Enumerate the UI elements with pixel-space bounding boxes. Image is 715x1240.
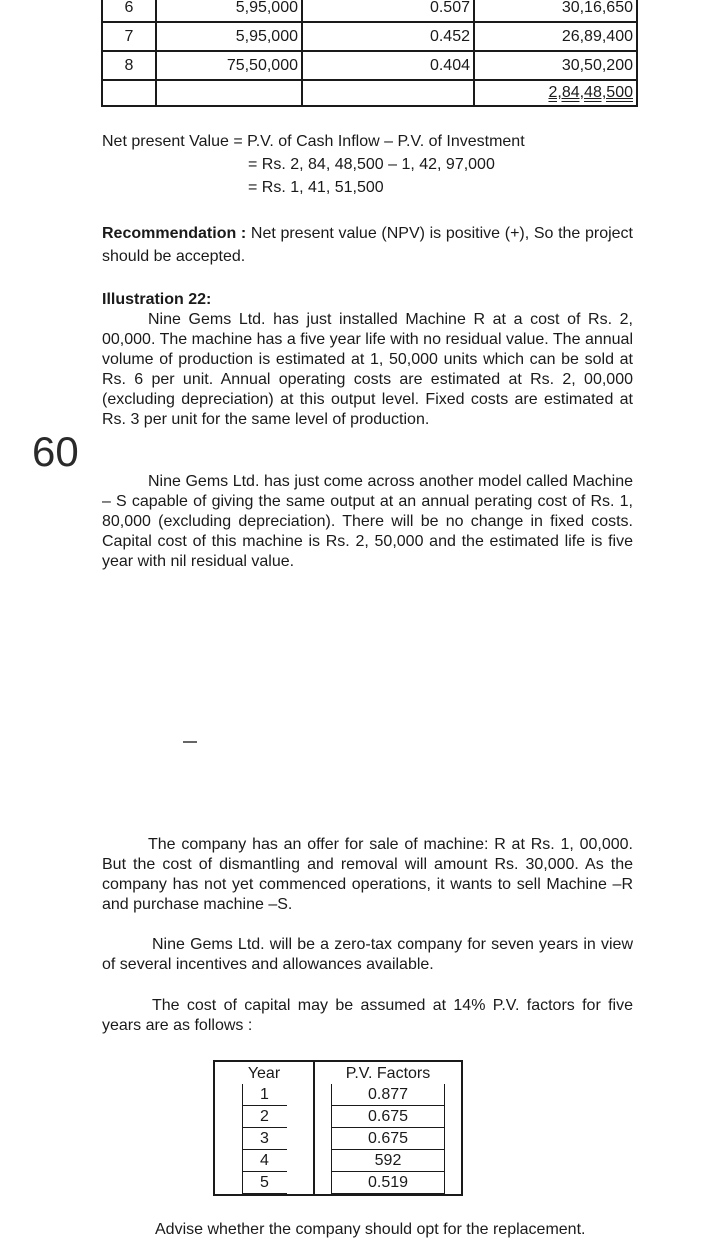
npv-line-2: = Rs. 2, 84, 48,500 – 1, 42, 97,000 bbox=[248, 156, 495, 173]
cash-flow-cell: 5,95,000 bbox=[156, 0, 302, 22]
table-row bbox=[102, 51, 637, 80]
pv-factor-cell: 0.404 bbox=[302, 51, 474, 80]
pv-factor-cell: 0.675 bbox=[331, 1128, 445, 1150]
year-cell: 4 bbox=[242, 1150, 287, 1172]
pv-factor-cell: 0.675 bbox=[331, 1106, 445, 1128]
illustration-heading: Illustration 22: bbox=[102, 291, 212, 308]
total-value: 2,84,48,500 bbox=[548, 84, 633, 101]
year-cell: 2 bbox=[242, 1106, 287, 1128]
year-cell: 5 bbox=[242, 1172, 287, 1194]
cash-flow-cell: 5,95,000 bbox=[156, 22, 302, 51]
npv-table bbox=[101, 0, 638, 107]
illustration-paragraph-5: The cost of capital may be assumed at 14% P.V. factors for five years are as follows : bbox=[102, 997, 633, 1034]
illustration-paragraph-4: Nine Gems Ltd. will be a zero-tax company for seven years in view of several incentives and allowances available. bbox=[102, 936, 633, 973]
table-row bbox=[214, 1084, 462, 1106]
recommendation-label: Recommendation : bbox=[102, 225, 247, 242]
year-cell: 1 bbox=[242, 1084, 287, 1106]
pv-factor-cell: 0.519 bbox=[331, 1172, 445, 1194]
page-number: 60 bbox=[32, 428, 79, 475]
stray-mark bbox=[183, 741, 197, 743]
table-row bbox=[102, 0, 637, 22]
year-cell: 6 bbox=[102, 0, 156, 22]
pv-cell: 26,89,400 bbox=[474, 22, 637, 51]
recommendation bbox=[102, 222, 633, 268]
npv-line-1: Net present Value = P.V. of Cash Inflow – P.V. of Investment bbox=[102, 133, 525, 150]
pv-factor-cell: 592 bbox=[331, 1150, 445, 1172]
npv-calculation bbox=[102, 130, 525, 199]
illustration-paragraph-3: The company has an offer for sale of machine: R at Rs. 1, 00,000. But the cost of dismantling and removal will amount Rs. 30,000. As the company has not yet commenced operations, it wants to sell Machine –R and purchase machine –S. bbox=[102, 836, 633, 913]
year-cell: 8 bbox=[102, 51, 156, 80]
year-header: Year bbox=[214, 1061, 314, 1084]
illustration-paragraph-2: Nine Gems Ltd. has just come across another model called Machine – S capable of giving the same output at an annual perating cost of Rs. 1, 80,000 (excluding depreciation). There will be no change in fixed costs. Capital cost of this machine is Rs. 2, 50,000 and the estimated life is five year with nil residual value. bbox=[102, 473, 633, 570]
pv-factor-cell: 0.507 bbox=[302, 0, 474, 22]
pv-cell: 30,16,650 bbox=[474, 0, 637, 22]
illustration-paragraph-1: Nine Gems Ltd. has just installed Machine R at a cost of Rs. 2, 00,000. The machine has a five year life with no residual value. The annual volume of production is estimated at 1, 50,000 units which can be sold at Rs. 6 per unit. Annual operating costs are estimated at Rs. 2, 00,000 (excluding depreciation) at this output level. Fixed costs are estimated at Rs. 3 per unit for the same level of production. bbox=[102, 311, 633, 428]
table-row bbox=[214, 1128, 462, 1150]
year-cell: 3 bbox=[242, 1128, 287, 1150]
table-row bbox=[214, 1106, 462, 1128]
npv-line-3: = Rs. 1, 41, 51,500 bbox=[248, 179, 384, 196]
pv-factors-table bbox=[213, 1060, 463, 1196]
closing-question: Advise whether the company should opt for the replacement. bbox=[155, 1221, 586, 1238]
table-row bbox=[102, 22, 637, 51]
total-row bbox=[102, 80, 637, 106]
pv-factor-cell: 0.877 bbox=[331, 1084, 445, 1106]
table-header-row bbox=[214, 1061, 462, 1084]
recommendation-text: Net present value (NPV) is positive (+), So the project should be accepted. bbox=[102, 225, 634, 265]
table-row bbox=[214, 1172, 462, 1195]
pv-factor-cell: 0.452 bbox=[302, 22, 474, 51]
cash-flow-cell: 75,50,000 bbox=[156, 51, 302, 80]
table-row bbox=[214, 1150, 462, 1172]
year-cell: 7 bbox=[102, 22, 156, 51]
pv-factors-header: P.V. Factors bbox=[345, 1064, 431, 1082]
pv-cell: 30,50,200 bbox=[474, 51, 637, 80]
